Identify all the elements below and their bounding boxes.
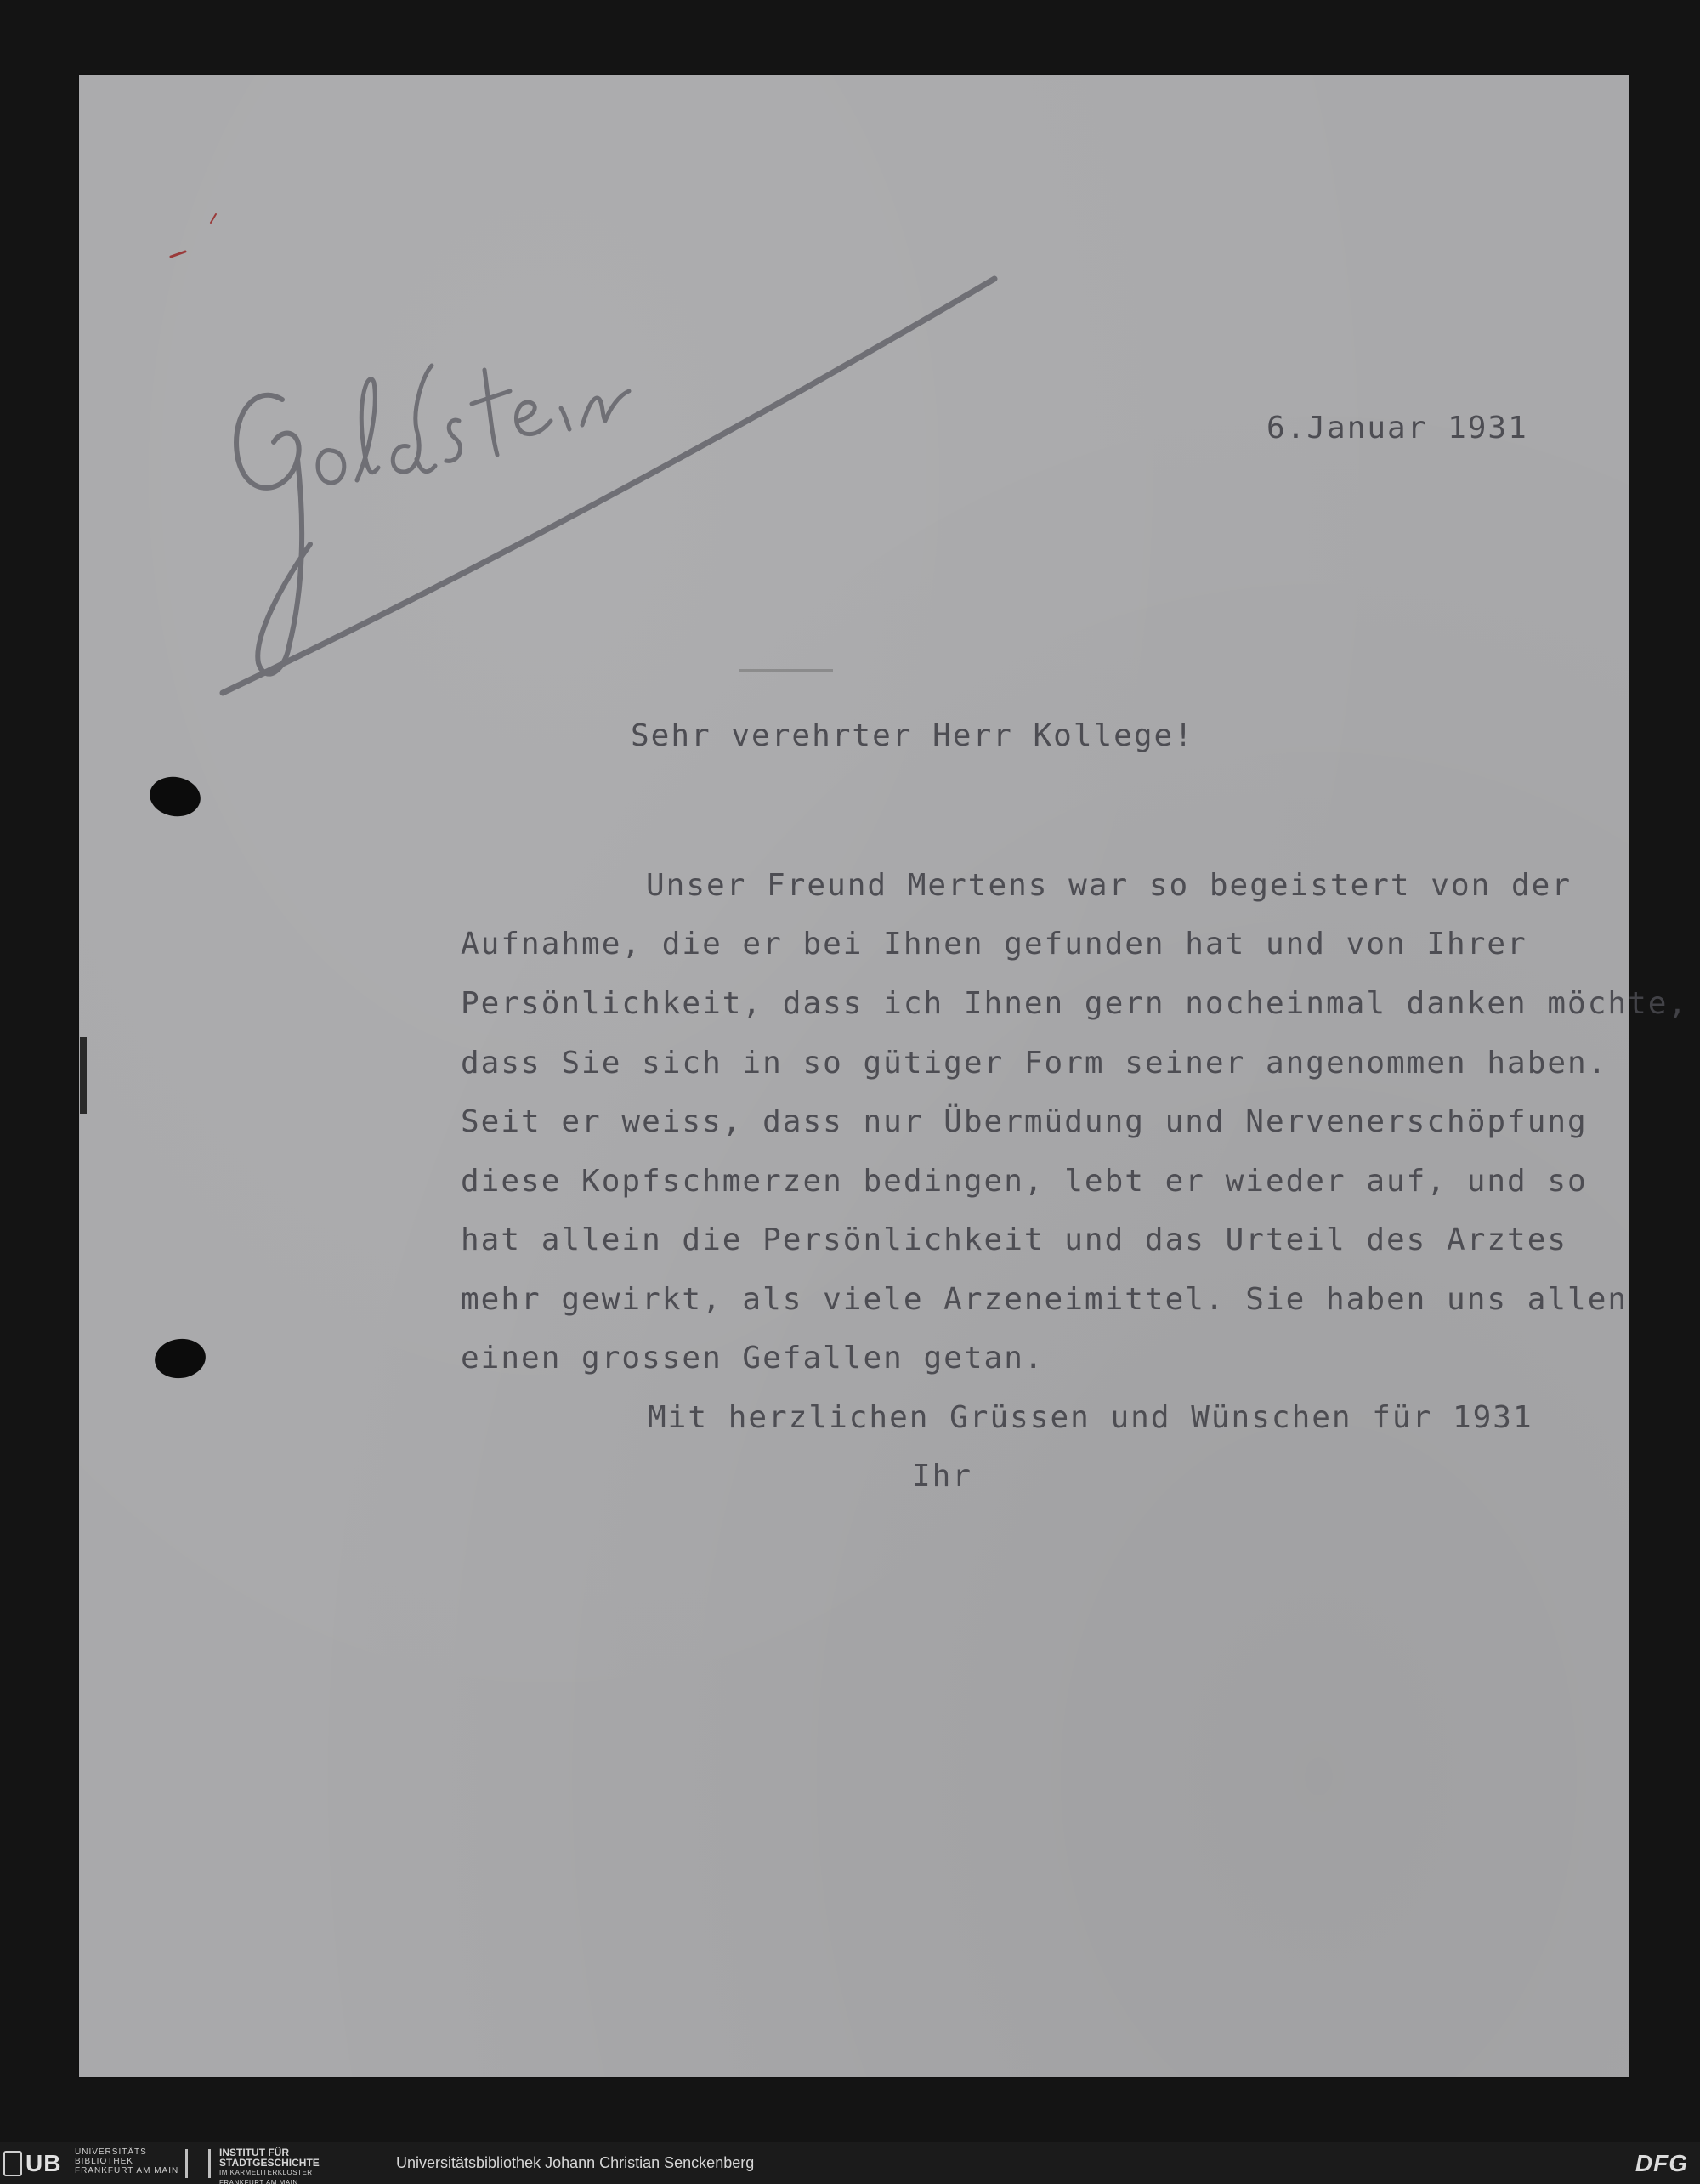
ub-logo-text [75, 2147, 178, 2175]
institute-logo-icon [185, 2149, 211, 2178]
library-logo-icon [3, 2151, 22, 2176]
letter-date: 6.Januar 1931 [1266, 411, 1528, 445]
letter-salutation: Sehr verehrter Herr Kollege! [631, 718, 1194, 753]
body-line: einen grossen Gefallen getan. [461, 1341, 1045, 1376]
red-pencil-mark [167, 213, 235, 264]
institute-line: IM KARMELITERKLOSTER [219, 2169, 313, 2176]
footer-bar [0, 2142, 1700, 2184]
institute-line: STADTGESCHICHTE [219, 2157, 320, 2169]
body-line: hat allein die Persönlichkeit und das Urteil des Arztes [461, 1222, 1568, 1257]
handwritten-signature [204, 264, 1012, 706]
ub-logo[interactable] [3, 2149, 61, 2178]
body-line: mehr gewirkt, als viele Arzeneimittel. Sie haben uns allen [461, 1282, 1629, 1317]
body-line: Aufnahme, die er bei Ihnen gefunden hat und von Ihrer [461, 927, 1527, 962]
ub-letters: UB [26, 2150, 62, 2176]
ub-line: UNIVERSITÄTS [75, 2147, 147, 2157]
institute-line: INSTITUT FÜR [219, 2147, 289, 2158]
footer-title[interactable]: Universitätsbibliothek Johann Christian Senckenberg [396, 2154, 755, 2171]
institute-logo-text[interactable] [219, 2147, 320, 2184]
body-line: diese Kopfschmerzen bedingen, lebt er wieder auf, und so [461, 1164, 1588, 1199]
institute-line: FRANKFURT AM MAIN [219, 2179, 298, 2184]
body-line: Seit er weiss, dass nur Übermüdung und Nervenerschöpfung [461, 1104, 1588, 1139]
letter-sign-off: Ihr [912, 1459, 973, 1494]
body-line: Unser Freund Mertens war so begeistert von der [646, 868, 1572, 903]
body-line: Persönlichkeit, dass ich Ihnen gern nocheinmal danken möchte, [461, 986, 1689, 1021]
ub-line: BIBLIOTHEK [75, 2157, 133, 2166]
letter-closing: Mit herzlichen Grüssen und Wünschen für 1931 [648, 1400, 1533, 1435]
page-edge-shadow [80, 1037, 87, 1114]
typed-dash [740, 669, 833, 672]
body-line: dass Sie sich in so gütiger Form seiner angenommen haben. [461, 1046, 1608, 1081]
ub-line: FRANKFURT AM MAIN [75, 2166, 179, 2175]
dfg-logo[interactable]: DFG [1635, 2150, 1688, 2176]
